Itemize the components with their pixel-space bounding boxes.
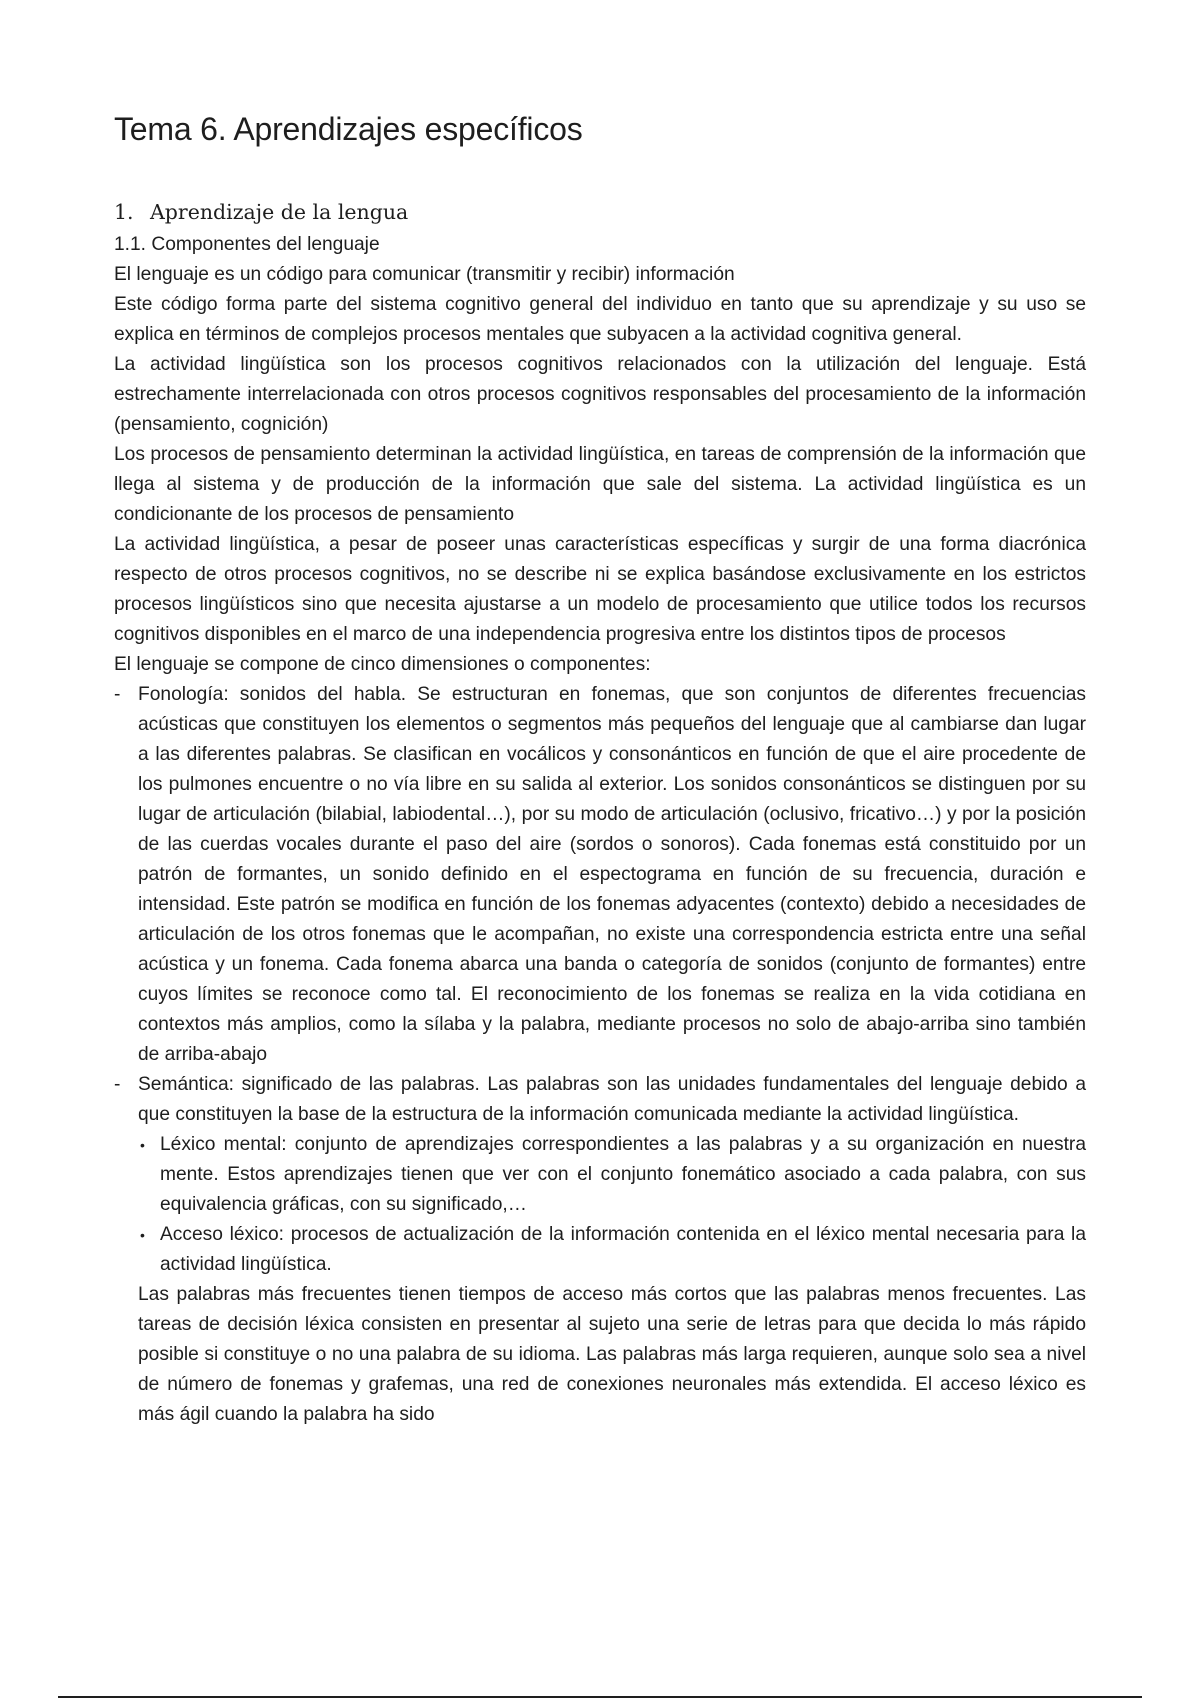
- document-body: [114, 230, 1086, 1430]
- document-page: [114, 110, 1086, 1430]
- list-item-fonologia: - Fonología: sonidos del habla. Se estructuran en fonemas, que son conjuntos de diferentes frecuencias acústicas que constituyen los elementos o segmentos más pequeños del lenguaje que al cambiarse dan lugar a las diferentes palabras. Se clasifican en vocálicos y consonánticos en función de que el aire procedente de los pulmones encuentre o no vía libre en su salida al exterior. Los sonidos consonánticos se distinguen por su lugar de articulación (bilabial, labiodental…), por su modo de articulación (oclusivo, fricativo…) y por la posición de las cuerdas vocales durante el paso del aire (sordos o sonoros). Cada fonemas está constituido por un patrón de formantes, un sonido definido en el espectograma en función de su frecuencia, duración e intensidad. Este patrón se modifica en función de los fonemas adyacentes (contexto) debido a necesidades de articulación de los otros fonemas que le acompañan, no existe una correspondencia estricta entre una señal acústica y un fonema. Cada fonema abarca una banda o categoría de sonidos (conjunto de formantes) entre cuyos límites se reconoce como tal. El reconocimiento de los fonemas se realiza en la vida cotidiana en contextos más amplios, como la sílaba y la palabra, mediante procesos no solo de abajo-arriba sino también de arriba-abajo: [138, 680, 1086, 1070]
- footer-divider: [58, 1696, 1142, 1698]
- semantica-sublist: [138, 1130, 1086, 1280]
- section-number: 1.: [114, 200, 134, 225]
- section-title: Aprendizaje de la lengua: [150, 200, 409, 225]
- paragraph: Este código forma parte del sistema cognitivo general del individuo en tanto que su aprendizaje y su uso se explica en términos de complejos procesos mentales que subyacen a la actividad cognitiva general.: [114, 294, 1086, 346]
- subsection-heading: 1.1. Componentes del lenguaje: [114, 234, 380, 256]
- list-item-semantica: [138, 1070, 1086, 1280]
- paragraph: El lenguaje es un código para comunicar (transmitir y recibir) información: [114, 264, 735, 286]
- document-title: Tema 6. Aprendizajes específicos: [114, 111, 583, 147]
- paragraph: La actividad lingüística son los procesos cognitivos relacionados con la utilización del lenguaje. Está estrechamente interrelacionada con otros procesos cognitivos responsables del procesamiento de la información (pensamiento, cognición): [114, 354, 1086, 436]
- paragraph: Los procesos de pensamiento determinan la actividad lingüística, en tareas de comprensión de la información que llega al sistema y de producción de la información que sale del sistema. La actividad lingüística es un condicionante de los procesos de pensamiento: [114, 444, 1086, 526]
- paragraph: El lenguaje se compone de cinco dimensiones o componentes:: [114, 654, 651, 676]
- semantica-text: Semántica: significado de las palabras. Las palabras son las unidades fundamentales del lenguaje debido a que constituyen la base de la estructura de la información comunicada mediante la actividad lingüística.: [138, 1074, 1086, 1126]
- semantica-continuation: Las palabras más frecuentes tienen tiempos de acceso más cortos que las palabras menos frecuentes. Las tareas de decisión léxica consisten en presentar al sujeto una serie de letras para que decida lo más rápido posible si constituye o no una palabra de su idioma. Las palabras más larga requieren, aunque solo sea a nivel de número de fonemas y grafemas, una red de conexiones neuronales más extendida. El acceso léxico es más ágil cuando la palabra ha sido: [138, 1284, 1086, 1426]
- components-list: [114, 680, 1086, 1280]
- paragraph: La actividad lingüística, a pesar de poseer unas características específicas y surgir de una forma diacrónica respecto de otros procesos cognitivos, no se describe ni se explica basándose exclusivamente en los estrictos procesos lingüísticos sino que necesita ajustarse a un modelo de procesamiento que utilice todos los recursos cognitivos disponibles en el marco de una independencia progresiva entre los distintos tipos de procesos: [114, 534, 1086, 646]
- sublist-item-acceso-lexico: • Acceso léxico: procesos de actualización de la información contenida en el léxico mental necesaria para la actividad lingüística.: [160, 1220, 1086, 1280]
- section-heading: [114, 199, 1086, 226]
- sublist-item-lexico-mental: • Léxico mental: conjunto de aprendizajes correspondientes a las palabras y a su organización en nuestra mente. Estos aprendizajes tienen que ver con el conjunto fonemático asociado a cada palabra, con sus equivalencia gráficas, con su significado,…: [160, 1130, 1086, 1220]
